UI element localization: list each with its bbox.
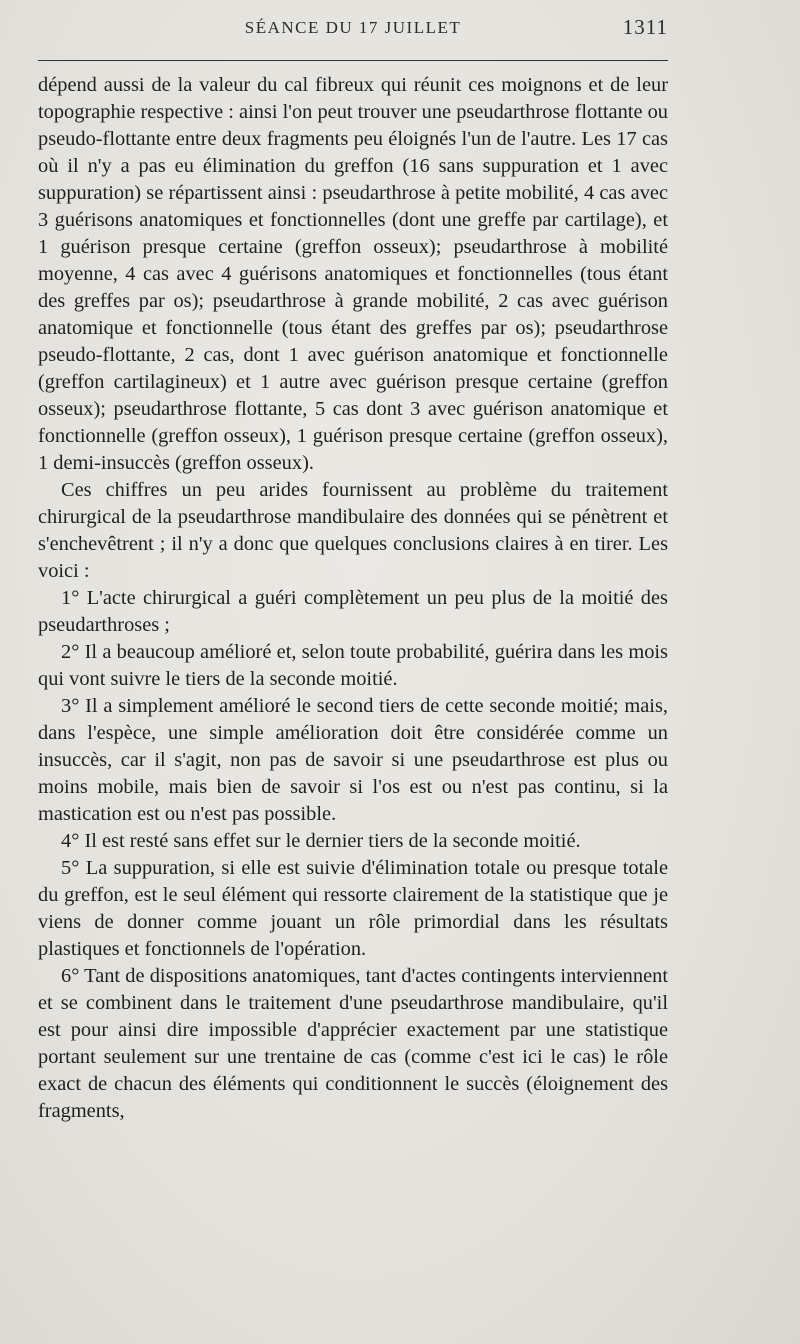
list-item: 2° Il a beaucoup amélioré et, selon toute probabilité, guérira dans les mois qui vont suivre le tiers de la seconde moitié.	[38, 641, 668, 690]
paragraph-continued: dépend aussi de la valeur du cal fibreux qui réunit ces moignons et de leur topographie respective : ainsi l'on peut trouver une pseudarthrose flottante ou pseudo-flottante entre deux fragments peu éloignés l'un de l'autre. Les 17 cas où il n'y a pas eu élimination du greffon (16 sans suppuration et 1 avec suppuration) se répartissent ainsi : pseudarthrose à petite mobilité, 4 cas avec 3 guérisons anatomiques et fonctionnelles (dont une greffe par cartilage), et 1 guérison presque certaine (greffon osseux); pseudarthrose à mobilité moyenne, 4 cas avec 4 guérisons anatomiques et fonctionnelles (tous étant des greffes par os); pseudarthrose à grande mobilité, 2 cas avec guérison anatomique et fonctionnelle (tous étant des greffes par os); pseudarthrose pseudo-flottante, 2 cas, dont 1 avec guérison anatomique et fonctionnelle (greffon cartilagineux) et 1 autre avec guérison presque certaine (greffon osseux); pseudarthrose flottante, 5 cas dont 3 avec guérison anatomique et fonctionnelle (greffon osseux), 1 guérison presque certaine (greffon osseux), 1 demi-insuccès (greffon osseux).	[38, 74, 668, 474]
running-title: SÉANCE DU 17 JUILLET	[244, 18, 462, 37]
page-number: 1311	[622, 15, 668, 39]
list-item: 5° La suppuration, si elle est suivie d'élimination totale ou presque totale du greffon, est le seul élément qui ressorte clairement de la statistique que je viens de donner comme jouant un rôle primordial dans les résultats plastiques et fonctionnels de l'opération.	[38, 857, 668, 960]
list-item: 3° Il a simplement amélioré le second tiers de cette seconde moitié; mais, dans l'espèce, une simple amélioration doit être considérée comme un insuccès, car il s'agit, non pas de savoir si une pseudarthrose est plus ou moins mobile, mais bien de savoir si l'os est ou n'est pas continu, si la mastication est ou n'est pas possible.	[38, 695, 668, 825]
list-item: 6° Tant de dispositions anatomiques, tant d'actes contingents interviennent et se combinent dans le traitement d'une pseudarthrose mandibulaire, qu'il est pour ainsi dire impossible d'apprécier exactement par une statistique portant seulement sur une trentaine de cas (comme c'est ici le cas) le rôle exact de chacun des éléments qui conditionnent le succès (éloignement des fragments,	[38, 965, 668, 1122]
body-text	[38, 72, 668, 1125]
list-item: 4° Il est resté sans effet sur le dernier tiers de la seconde moitié.	[61, 830, 581, 852]
paragraph: Ces chiffres un peu arides fournissent au problème du traitement chirurgical de la pseudarthrose mandibulaire des données qui se pénètrent et s'enchevêtrent ; il n'y a donc que quelques conclusions claires à en tirer. Les voici :	[38, 479, 668, 582]
list-item: 1° L'acte chirurgical a guéri complètement un peu plus de la moitié des pseudarthroses ;	[38, 587, 668, 636]
header-rule	[38, 60, 668, 61]
page-header	[38, 14, 668, 46]
